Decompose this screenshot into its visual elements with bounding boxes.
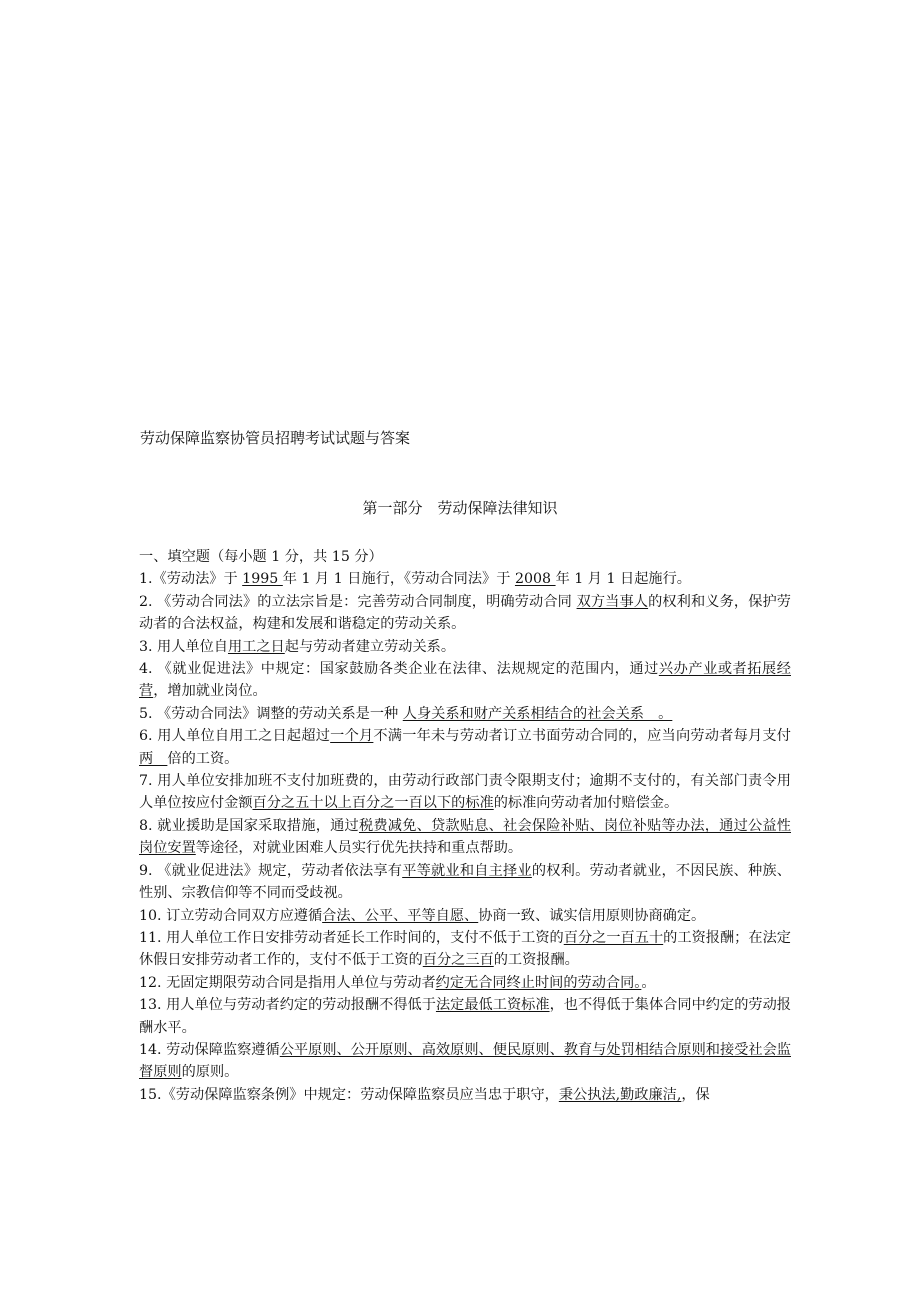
question-text: 12. 无固定期限劳动合同是指用人单位与劳动者 [139, 974, 436, 991]
question-item [139, 725, 791, 770]
question-text: 7. 用人单位安排加班不支付加班费的，由劳动行政部门责令限期支付；逾期不支付的，有关部门责令用人单位按应付金额 [139, 773, 791, 812]
question-text: 的权利和义务，保护劳动者的合法权益，构建和发展和谐稳定的劳动关系。 [139, 593, 791, 633]
question-list [139, 568, 791, 1106]
question-text: 的原则。 [181, 1064, 239, 1081]
answer-text: 1995 [242, 571, 283, 588]
answer-text: 用工之日 [227, 638, 285, 655]
question-text: 。 [641, 974, 656, 991]
question-item [139, 591, 791, 636]
question-text: ，增加就业岗位。 [153, 683, 267, 700]
question-text: ，也不得低于集体合同中约定的劳动报酬水平。 [139, 997, 791, 1036]
question-item [139, 815, 791, 860]
question-text: 1.《劳动法》于 [139, 571, 243, 588]
answer-text: 平等就业和自主择业 [402, 862, 532, 879]
answer-text: 百分之一百五十 [563, 929, 664, 946]
answer-text: 合法、公平、平等自愿、 [322, 907, 479, 924]
question-text: 15.《劳动保障监察条例》中规定：劳动保障监察员应当忠于职守， [139, 1086, 559, 1103]
question-item [139, 972, 791, 994]
question-text: 10. 订立劳动合同双方应遵循 [139, 907, 323, 924]
answer-text: 两 [139, 750, 168, 767]
answer-text: 秉公执法,勤政廉洁, [558, 1086, 682, 1103]
answer-text: 2008 [514, 571, 556, 588]
question-text: 年 1 月 1 日起施行。 [555, 571, 691, 588]
question-text: 倍的工资。 [167, 750, 239, 767]
question-item [139, 994, 791, 1039]
question-text: 的工资报酬。 [493, 952, 579, 969]
answer-text: 约定无合同终止时间的劳动合同。 [435, 974, 642, 991]
question-item [139, 860, 791, 905]
question-item [139, 927, 791, 972]
question-text: 14. 劳动保障监察遵循 [139, 1041, 280, 1058]
answer-text: 法定最低工资标准 [435, 997, 550, 1014]
answer-text: 人身关系和财产关系相结合的社会关系 。 [402, 705, 673, 722]
answer-text: 百分之三百 [422, 952, 494, 969]
question-text: 3. 用人单位自 [139, 638, 228, 655]
question-text: 2. 《劳动合同法》的立法宗旨是：完善劳动合同制度，明确劳动合同 [139, 593, 577, 610]
question-text: 9. 《就业促进法》规定，劳动者依法享有 [139, 862, 403, 879]
answer-text: 百分之五十以上百分之一百以下的标准 [252, 795, 494, 812]
question-text: ，保 [681, 1086, 710, 1103]
answer-text: 一个月 [330, 728, 374, 745]
question-item [139, 1084, 791, 1106]
question-text: 11. 用人单位工作日安排劳动者延长工作时间的，支付不低于工资的 [139, 929, 564, 946]
answer-text: 双方当事人 [576, 593, 649, 610]
question-text: 不满一年未与劳动者订立书面劳动合同的，应当向劳动者每月支付 [373, 728, 791, 745]
question-text: 的标准向劳动者加付赔偿金。 [493, 795, 679, 812]
answer-text: 公平原则、公开原则、高效原则、便民原则、教育与处罚相结合原则和接受社会监督原则 [139, 1041, 791, 1081]
part-heading: 第一部分 劳动保障法律知识 [362, 499, 558, 517]
question-text: 4. 《就业促进法》中规定：国家鼓励各类企业在法律、法规规定的范围内，通过 [139, 661, 659, 678]
question-text: 年 1 月 1 日施行，《劳动合同法》于 [282, 571, 515, 588]
answer-text: 税费减免、贷款贴息、社会保险补贴、岗位补贴等办法，通过公益性岗位安置 [139, 817, 791, 857]
question-text: 起与劳动者建立劳动关系。 [284, 638, 456, 655]
document-title: 劳动保障监察协管员招聘考试试题与答案 [140, 429, 411, 447]
question-text: 协商一致、诚实信用原则协商确定。 [478, 907, 706, 924]
question-item [139, 658, 791, 703]
question-section [139, 546, 791, 1106]
question-item [139, 1039, 791, 1084]
question-text: 的工资报酬；在法定休假日安排劳动者工作的，支付不低于工资的 [139, 929, 791, 969]
question-text: 的权利。劳动者就业，不因民族、种族、性别、宗教信仰等不同而受歧视。 [139, 862, 791, 902]
question-item [139, 568, 791, 590]
question-item [139, 770, 791, 815]
question-text: 8. 就业援助是国家采取措施，通过 [139, 817, 359, 834]
answer-text: 兴办产业或者拓展经营 [139, 661, 791, 700]
question-item [139, 905, 791, 927]
question-text: 5. 《劳动合同法》调整的劳动关系是一种 [139, 705, 403, 722]
question-item [139, 636, 791, 658]
section-heading: 一、填空题（每小题 1 分，共 15 分） [139, 549, 383, 565]
question-text: 等途径，对就业困难人员实行优先扶持和重点帮助。 [195, 840, 523, 857]
question-item [139, 703, 791, 725]
question-text: 13. 用人单位与劳动者约定的劳动报酬不得低于 [139, 997, 436, 1014]
question-text: 6. 用人单位自用工之日起超过 [139, 728, 331, 745]
